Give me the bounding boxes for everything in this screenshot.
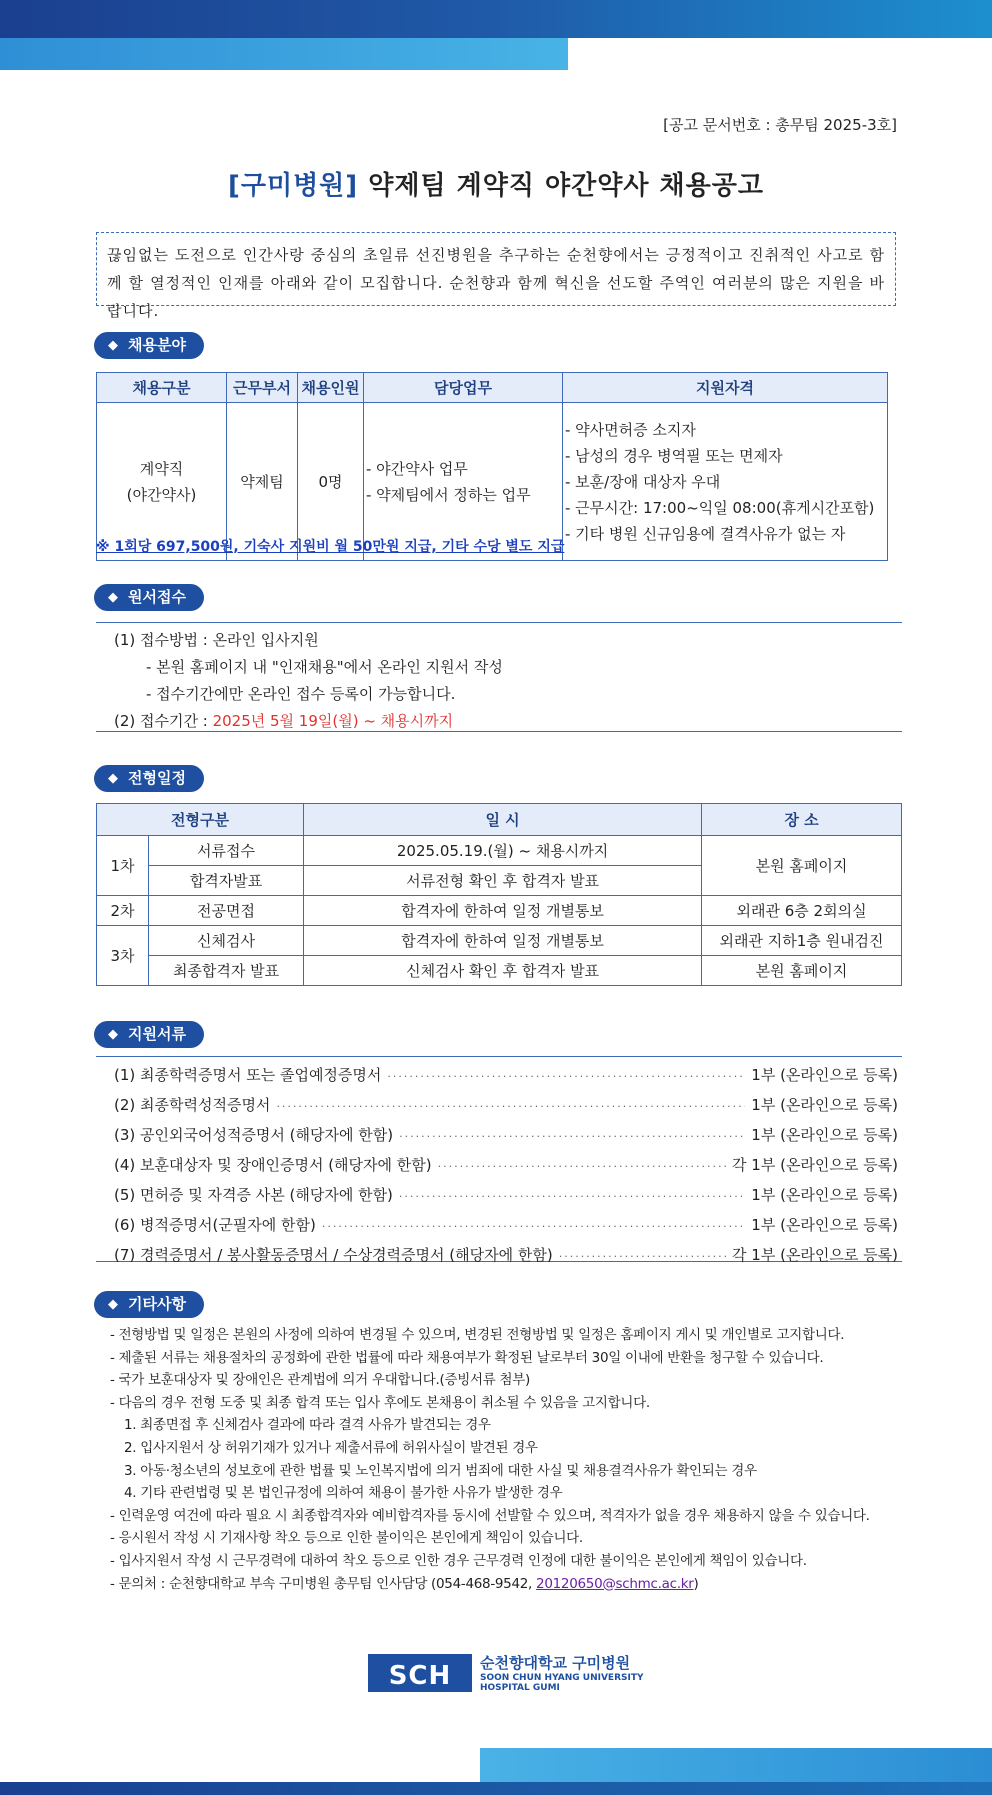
- section-misc-label: 기타사항: [128, 1295, 186, 1313]
- schedule-item: 전공면접: [149, 896, 304, 926]
- recruit-qualifications: [563, 403, 888, 561]
- section-recruit-label: 채용분야: [128, 336, 186, 354]
- schedule-when: 서류전형 확인 후 합격자 발표: [304, 866, 702, 896]
- dot-leader: [399, 1183, 745, 1211]
- apply-period-value: 2025년 5월 19일(월) ~ 채용시까지: [212, 712, 454, 730]
- schedule-when: 신체검사 확인 후 합격자 발표: [304, 956, 702, 986]
- dot-leader: [276, 1093, 745, 1121]
- apply-sub2: - 접수기간에만 온라인 접수 등록이 가능합니다.: [146, 685, 456, 703]
- misc-item: - 응시원서 작성 시 기재사항 착오 등으로 인한 불이익은 본인에게 책임이 있습니다.: [110, 1530, 583, 1547]
- misc-sub-item: 2. 입사지원서 상 허위기재가 있거나 제출서류에 허위사실이 발견된 경우: [124, 1439, 538, 1456]
- schedule-place: 외래관 6층 2회의실: [702, 896, 902, 926]
- doc-amount: 각 1부 (온라인으로 등록): [732, 1246, 898, 1264]
- recruit-header-dept: 근무부서: [227, 373, 298, 403]
- section-apply-header: [94, 584, 204, 611]
- page-title: [0, 165, 992, 202]
- contact-suffix: ): [693, 1575, 699, 1592]
- recruit-table: [96, 372, 888, 561]
- logo-name-ko: 순천향대학교 구미병원: [480, 1654, 631, 1672]
- schedule-header-when: 일 시: [304, 804, 702, 836]
- dot-leader: [322, 1213, 745, 1241]
- doc-name: (7) 경력증명서 / 봉사활동증명서 / 수상경력증명서 (해당자에 한함): [114, 1246, 553, 1264]
- docs-box: [96, 1056, 902, 1262]
- doc-row: [114, 1151, 898, 1181]
- doc-amount: 1부 (온라인으로 등록): [751, 1096, 898, 1114]
- logo-name-en1: SOON CHUN HYANG UNIVERSITY: [480, 1673, 644, 1683]
- doc-row: [114, 1181, 898, 1211]
- schedule-place: 외래관 지하1층 원내검진: [702, 926, 902, 956]
- misc-sub-item: 1. 최종면접 후 신체검사 결과에 따라 결격 사유가 발견되는 경우: [124, 1417, 491, 1434]
- schedule-when: 합격자에 한하여 일정 개별통보: [304, 926, 702, 956]
- diamond-icon: ◆: [108, 338, 118, 353]
- doc-amount: 1부 (온라인으로 등록): [751, 1186, 898, 1204]
- recruit-type-line2: (야간약사): [126, 485, 197, 504]
- schedule-stage-3: 3차: [97, 926, 149, 986]
- misc-sub-item: 3. 아동·청소년의 성보호에 관한 법률 및 노인복지법에 의거 범죄에 대한 사실 및 채용결격사유가 확인되는 경우: [124, 1462, 757, 1479]
- misc-contact: [110, 1573, 970, 1596]
- misc-item: - 인력운영 여건에 따라 필요 시 최종합격자와 예비합격자를 동시에 선발할 수 있으며, 적격자가 없을 경우 채용하지 않을 수 있습니다.: [110, 1507, 870, 1524]
- schedule-when: 2025.05.19.(월) ~ 채용시까지: [304, 836, 702, 866]
- duty-item: - 야간약사 업무: [366, 459, 468, 478]
- schedule-item: 서류접수: [149, 836, 304, 866]
- section-schedule-header: [94, 765, 204, 792]
- doc-name: (3) 공인외국어성적증명서 (해당자에 한함): [114, 1126, 394, 1144]
- doc-row: [114, 1211, 898, 1241]
- schedule-header-stage: 전형구분: [97, 804, 304, 836]
- schedule-stage-1: 1차: [97, 836, 149, 896]
- misc-item: - 제출된 서류는 채용절차의 공정화에 관한 법률에 따라 채용여부가 확정된 날로부터 30일 이내에 반환을 청구할 수 있습니다.: [110, 1349, 824, 1366]
- diamond-icon: ◆: [108, 590, 118, 605]
- dot-leader: [559, 1243, 726, 1271]
- diamond-icon: ◆: [108, 1027, 118, 1042]
- doc-name: (2) 최종학력성적증명서: [114, 1096, 271, 1114]
- diamond-icon: ◆: [108, 1297, 118, 1312]
- doc-number: [공고 문서번호 : 총무팀 2025-3호]: [663, 116, 897, 134]
- qual-item: - 남성의 경우 병역필 또는 면제자: [565, 446, 783, 465]
- section-docs-label: 지원서류: [128, 1025, 186, 1043]
- doc-amount: 1부 (온라인으로 등록): [751, 1126, 898, 1144]
- bottom-decor-bar: [0, 1782, 992, 1795]
- schedule-when: 합격자에 한하여 일정 개별통보: [304, 896, 702, 926]
- apply-method: (1) 접수방법 : 온라인 입사지원: [114, 631, 319, 649]
- schedule-header-place: 장 소: [702, 804, 902, 836]
- doc-row: [114, 1061, 898, 1091]
- doc-name: (4) 보훈대상자 및 장애인증명서 (해당자에 한함): [114, 1156, 432, 1174]
- schedule-stage-2: 2차: [97, 896, 149, 926]
- recruit-header-duty: 담당업무: [364, 373, 563, 403]
- qual-item: - 기타 병원 신규임용에 결격사유가 없는 자: [565, 524, 846, 543]
- top-decor-bar: [0, 0, 992, 38]
- misc-list: [110, 1324, 970, 1595]
- hospital-logo: [368, 1652, 644, 1693]
- qual-item: - 약사면허증 소지자: [565, 420, 696, 439]
- title-text: 약제팀 계약직 야간약사 채용공고: [358, 171, 765, 201]
- recruit-count: 0명: [298, 403, 364, 561]
- schedule-place: 본원 홈페이지: [702, 836, 902, 896]
- doc-row: [114, 1121, 898, 1151]
- misc-item: - 전형방법 및 일정은 본원의 사정에 의하여 변경될 수 있으며, 변경된 전형방법 및 일정은 홈페이지 게시 및 개인별로 고지합니다.: [110, 1327, 845, 1343]
- doc-row: [114, 1091, 898, 1121]
- recruit-dept: 약제팀: [227, 403, 298, 561]
- section-docs-header: [94, 1021, 204, 1048]
- salary-note: ※ 1회당 697,500원, 기숙사 지원비 월 50만원 지급, 기타 수당 별도 지급: [96, 539, 565, 555]
- misc-sub-item: 4. 기타 관련법령 및 본 법인규정에 의하여 채용이 불가한 사유가 발생한 경우: [124, 1485, 563, 1502]
- dot-leader: [438, 1153, 726, 1181]
- dot-leader: [399, 1123, 745, 1151]
- contact-email-link[interactable]: 20120650@schmc.ac.kr: [536, 1575, 694, 1592]
- contact-prefix: - 문의처 : 순천향대학교 부속 구미병원 총무팀 인사담당 (054-468-9542,: [110, 1575, 537, 1592]
- qual-item: - 보훈/장애 대상자 우대: [565, 472, 721, 491]
- apply-period-label: (2) 접수기간 :: [114, 712, 213, 730]
- section-misc-header: [94, 1291, 204, 1318]
- misc-item: - 입사지원서 작성 시 근무경력에 대하여 착오 등으로 인한 경우 근무경력 인정에 대한 불이익은 본인에게 책임이 있습니다.: [110, 1552, 807, 1569]
- qual-item: - 근무시간: 17:00~익일 08:00(휴게시간포함): [565, 498, 875, 517]
- recruit-header-qual: 지원자격: [563, 373, 888, 403]
- schedule-table: [96, 803, 902, 986]
- section-schedule-label: 전형일정: [128, 769, 186, 787]
- section-recruit-header: [94, 332, 204, 359]
- recruit-type-line1: 계약직: [139, 459, 184, 478]
- schedule-place: 본원 홈페이지: [702, 956, 902, 986]
- doc-name: (1) 최종학력증명서 또는 졸업예정증명서: [114, 1066, 382, 1084]
- duty-item: - 약제팀에서 정하는 업무: [366, 485, 531, 504]
- apply-period: [114, 708, 902, 735]
- sch-logo-mark: SCH: [368, 1654, 472, 1692]
- logo-text: [480, 1652, 644, 1693]
- intro-text: 끊임없는 도전으로 인간사랑 중심의 초일류 선진병원을 추구하는 순천향에서는 긍정적이고 진취적인 사고로 함께 할 열정적인 인재를 아래와 같이 모집합니다. 순천향과 함께 혁신을 선도할 주역인 여러분의 많은 지원을 바랍니다.: [96, 232, 896, 306]
- misc-item: - 다음의 경우 전형 도중 및 최종 합격 또는 입사 후에도 본채용이 취소될 수 있음을 고지합니다.: [110, 1394, 650, 1411]
- doc-amount: 각 1부 (온라인으로 등록): [732, 1156, 898, 1174]
- doc-name: (6) 병적증명서(군필자에 한함): [114, 1216, 316, 1234]
- schedule-item: 최종합격자 발표: [149, 956, 304, 986]
- section-apply-label: 원서접수: [128, 588, 186, 606]
- schedule-item: 신체검사: [149, 926, 304, 956]
- apply-sub1: - 본원 홈페이지 내 "인재채용"에서 온라인 지원서 작성: [146, 658, 503, 676]
- bottom-decor-bar-light: [480, 1748, 992, 1782]
- apply-box: [96, 622, 902, 732]
- top-decor-bar-light: [0, 38, 568, 70]
- misc-item: - 국가 보훈대상자 및 장애인은 관계법에 의거 우대합니다.(증빙서류 첨부): [110, 1372, 530, 1389]
- diamond-icon: ◆: [108, 771, 118, 786]
- logo-name-en2: HOSPITAL GUMI: [480, 1683, 560, 1693]
- recruit-header-count: 채용인원: [298, 373, 364, 403]
- doc-name: (5) 면허증 및 자격증 사본 (해당자에 한함): [114, 1186, 393, 1204]
- doc-amount: 1부 (온라인으로 등록): [751, 1216, 898, 1234]
- recruit-header-type: 채용구분: [97, 373, 227, 403]
- dot-leader: [387, 1063, 745, 1091]
- title-hospital: [구미병원]: [227, 171, 359, 201]
- doc-amount: 1부 (온라인으로 등록): [751, 1066, 898, 1084]
- schedule-item: 합격자발표: [149, 866, 304, 896]
- doc-row: [114, 1241, 898, 1271]
